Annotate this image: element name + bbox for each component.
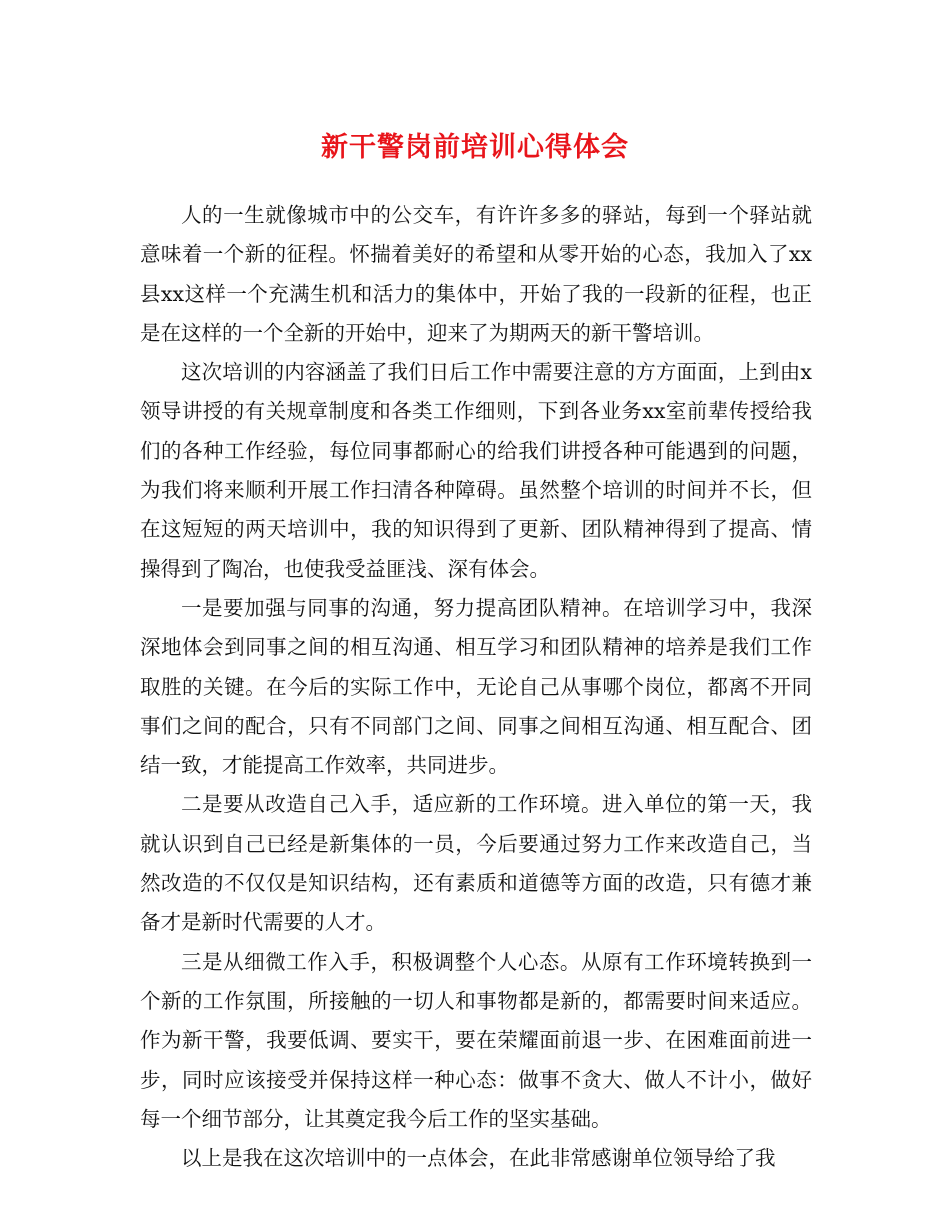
paragraph-2: 这次培训的内容涵盖了我们日后工作中需要注意的方方面面，上到由x领导讲授的有关规章制度和各类工作细则，下到各业务xx室前辈传授给我们的各种工作经验，每位同事都耐心的给我们讲授各种可能遇到的问题，为我们将来顺利开展工作扫清各种障碍。虽然整个培训的时间并不长，但在这短短的两天培训中，我的知识得到了更新、团队精神得到了提高、情操得到了陶冶，也使我受益匪浅、深有体会。 (140, 360, 812, 581)
paragraph-1: 人的一生就像城市中的公交车，有许许多多的驿站，每到一个驿站就意味着一个新的征程。怀揣着美好的希望和从零开始的心态，我加入了xx县xx这样一个充满生机和活力的集体中，开始了我的一段新的征程，也正是在这样的一个全新的开始中，迎来了为期两天的新干警培训。 (140, 203, 812, 345)
paragraph-4: 二是要从改造自己入手，适应新的工作环境。进入单位的第一天，我就认识到自己已经是新集体的一员，今后要通过努力工作来改造自己，当然改造的不仅仅是知识结构，还有素质和道德等方面的改造，只有德才兼备才是新时代需要的人才。 (140, 792, 812, 935)
paragraph-3: 一是要加强与同事的沟通，努力提高团队精神。在培训学习中，我深深地体会到同事之间的相互沟通、相互学习和团队精神的培养是我们工作取胜的关键。在今后的实际工作中，无论自己从事哪个岗位，都离不开同事们之间的配合，只有不同部门之间、同事之间相互沟通、相互配合、团结一致，才能提高工作效率，共同进步。 (140, 595, 812, 778)
document-title: 新干警岗前培训心得体会 (321, 132, 629, 163)
document-body (140, 196, 812, 1178)
paragraph-6: 以上是我在这次培训中的一点体会，在此非常感谢单位领导给了我 (181, 1146, 776, 1171)
paragraph-5: 三是从细微工作入手，积极调整个人心态。从原有工作环境转换到一个新的工作氛围，所接触的一切人和事物都是新的，都需要时间来适应。作为新干警，我要低调、要实干，要在荣耀面前退一步、在困难面前进一步，同时应该接受并保持这样一种心态：做事不贪大、做人不计小，做好每一个细节部分，让其奠定我今后工作的坚实基础。 (140, 949, 812, 1131)
